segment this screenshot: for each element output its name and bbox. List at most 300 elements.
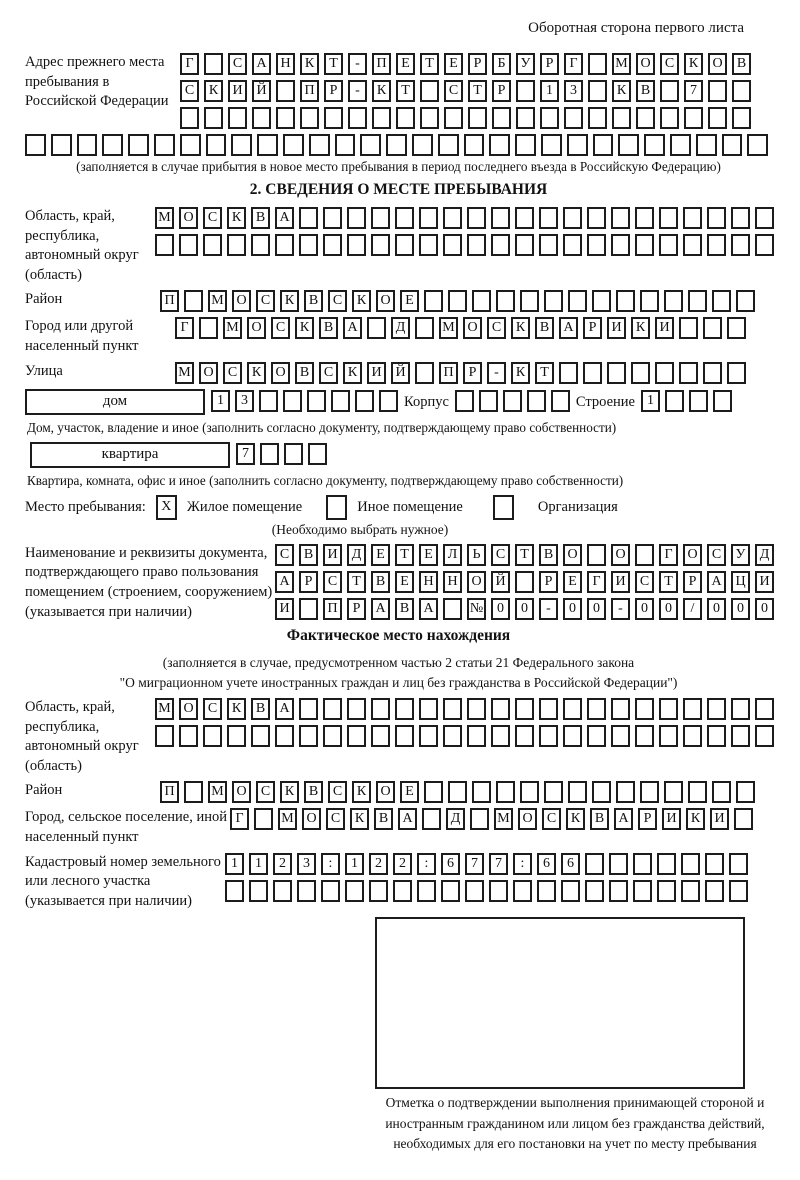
char-cell: [633, 853, 652, 875]
char-cell: [670, 134, 691, 156]
char-cell: [736, 781, 755, 803]
char-cell: В: [299, 544, 318, 566]
char-cell: М: [612, 53, 631, 75]
char-cell: [443, 598, 462, 620]
char-cell: [731, 207, 750, 229]
char-cell: И: [323, 544, 342, 566]
char-cell: С: [635, 571, 654, 593]
char-cell: О: [467, 571, 486, 593]
char-cell: 1: [641, 390, 660, 412]
char-cell: С: [228, 53, 247, 75]
char-cell: [184, 290, 203, 312]
char-cell: Е: [395, 571, 414, 593]
char-cell: [395, 725, 414, 747]
char-cell: [729, 853, 748, 875]
char-cell: С: [271, 317, 290, 339]
apartment-caption: Квартира, комната, офис и иное (заполнить согласно документу, подтверждающему право собственности): [27, 472, 624, 488]
checkbox-residential: X: [156, 495, 177, 520]
char-cell: [585, 880, 604, 902]
char-cell: [736, 290, 755, 312]
char-cell: [712, 781, 731, 803]
char-cell: [371, 698, 390, 720]
region-rows: [155, 207, 774, 256]
char-cell: -: [611, 598, 630, 620]
char-cell: Г: [659, 544, 678, 566]
region-block: [25, 207, 772, 285]
char-cell: С: [323, 571, 342, 593]
char-cell: С: [707, 544, 726, 566]
char-cell: [231, 134, 252, 156]
char-cell: 0: [731, 598, 750, 620]
char-cell: [732, 80, 751, 102]
char-cell: П: [372, 53, 391, 75]
char-cell: С: [328, 290, 347, 312]
char-cell: [77, 134, 98, 156]
char-cell: О: [518, 808, 537, 830]
char-cell: Г: [564, 53, 583, 75]
char-cell: К: [350, 808, 369, 830]
char-cell: [260, 443, 279, 465]
char-cell: [415, 362, 434, 384]
char-cell: [635, 544, 654, 566]
char-cell: [755, 234, 774, 256]
char-cell: [707, 234, 726, 256]
char-cell: В: [539, 544, 558, 566]
prev-address-label: Адрес прежнего места пребывания в Российской Федерации: [25, 54, 169, 110]
char-cell: [515, 234, 534, 256]
char-cell: [489, 134, 510, 156]
char-cell: [588, 107, 607, 129]
char-cell: [539, 207, 558, 229]
char-cell: [371, 234, 390, 256]
cell-row: [155, 698, 774, 720]
checkbox-other-premise: [326, 495, 347, 520]
char-cell: [722, 134, 743, 156]
char-cell: [321, 880, 340, 902]
char-cell: [611, 725, 630, 747]
house-caption: Дом, участок, владение и иное (заполнить согласно документу, подтверждающему право собственности): [27, 419, 617, 435]
char-cell: С: [491, 544, 510, 566]
char-cell: Е: [419, 544, 438, 566]
char-cell: С: [275, 544, 294, 566]
char-cell: [683, 207, 702, 229]
char-cell: П: [160, 290, 179, 312]
char-cell: Р: [468, 53, 487, 75]
char-cell: 1: [345, 853, 364, 875]
char-cell: [734, 808, 753, 830]
char-cell: Р: [683, 571, 702, 593]
char-cell: С: [180, 80, 199, 102]
char-cell: [386, 134, 407, 156]
char-cell: Т: [324, 53, 343, 75]
char-cell: [489, 880, 508, 902]
char-cell: [199, 317, 218, 339]
char-cell: Т: [535, 362, 554, 384]
cell-row: [230, 808, 753, 830]
char-cell: [441, 880, 460, 902]
char-cell: Г: [175, 317, 194, 339]
char-cell: [681, 853, 700, 875]
char-cell: [299, 598, 318, 620]
stay-type-label: Место пребывания:: [25, 498, 146, 515]
char-cell: Р: [299, 571, 318, 593]
char-cell: [683, 725, 702, 747]
char-cell: [559, 362, 578, 384]
char-cell: [537, 880, 556, 902]
char-cell: [516, 80, 535, 102]
char-cell: П: [323, 598, 342, 620]
char-cell: [607, 362, 626, 384]
char-cell: [659, 725, 678, 747]
char-cell: Е: [396, 53, 415, 75]
char-cell: [583, 362, 602, 384]
char-cell: [563, 234, 582, 256]
char-cell: К: [280, 781, 299, 803]
char-cell: [273, 880, 292, 902]
char-cell: [564, 107, 583, 129]
char-cell: К: [511, 317, 530, 339]
apartment-box: квартира: [30, 442, 230, 468]
char-cell: [635, 234, 654, 256]
char-cell: [705, 880, 724, 902]
char-cell: [491, 698, 510, 720]
char-cell: [417, 880, 436, 902]
char-cell: [713, 390, 732, 412]
caption-line2: "О миграционном учете иностранных граждан и лиц без гражданства в Российской Федерации"): [119, 674, 678, 690]
char-cell: К: [204, 80, 223, 102]
char-cell: О: [708, 53, 727, 75]
char-cell: [539, 698, 558, 720]
char-cell: [331, 390, 350, 412]
char-cell: [309, 134, 330, 156]
char-cell: [665, 390, 684, 412]
cell-row: [275, 544, 774, 566]
char-cell: [369, 880, 388, 902]
char-cell: Т: [347, 571, 366, 593]
char-cell: [345, 880, 364, 902]
char-cell: Й: [491, 571, 510, 593]
char-cell: [371, 725, 390, 747]
char-cell: [587, 544, 606, 566]
char-cell: М: [208, 781, 227, 803]
char-cell: В: [319, 317, 338, 339]
char-cell: [659, 234, 678, 256]
char-cell: [180, 134, 201, 156]
char-cell: [541, 134, 562, 156]
stay-type-row: [25, 495, 772, 520]
char-cell: [324, 107, 343, 129]
char-cell: В: [304, 781, 323, 803]
char-cell: И: [662, 808, 681, 830]
char-cell: [276, 80, 295, 102]
char-cell: 7: [236, 443, 255, 465]
char-cell: :: [513, 853, 532, 875]
city-block: [25, 317, 772, 356]
char-cell: [203, 725, 222, 747]
char-cell: К: [631, 317, 650, 339]
char-cell: [731, 698, 750, 720]
district2-label: Район: [25, 782, 63, 799]
char-cell: [491, 234, 510, 256]
cell-row: [180, 53, 751, 75]
cell-row: [155, 207, 774, 229]
stay-type-hint: (Необходимо выбрать нужное): [271, 521, 449, 537]
char-cell: А: [398, 808, 417, 830]
char-cell: О: [232, 290, 251, 312]
char-cell: [729, 880, 748, 902]
region2-block: [25, 698, 772, 776]
char-cell: О: [611, 544, 630, 566]
char-cell: [203, 234, 222, 256]
char-cell: К: [295, 317, 314, 339]
char-cell: [618, 134, 639, 156]
char-cell: [283, 134, 304, 156]
cell-row: [211, 390, 398, 412]
char-cell: У: [516, 53, 535, 75]
char-cell: О: [302, 808, 321, 830]
char-cell: [616, 290, 635, 312]
char-cell: 0: [635, 598, 654, 620]
char-cell: Н: [276, 53, 295, 75]
char-cell: [455, 390, 474, 412]
char-cell: Н: [419, 571, 438, 593]
char-cell: Е: [400, 781, 419, 803]
char-cell: А: [275, 571, 294, 593]
char-cell: [540, 107, 559, 129]
char-cell: [395, 234, 414, 256]
char-cell: [179, 234, 198, 256]
char-cell: [276, 107, 295, 129]
char-cell: [464, 134, 485, 156]
char-cell: [347, 698, 366, 720]
char-cell: В: [535, 317, 554, 339]
street-label: Улица: [25, 362, 63, 379]
char-cell: [593, 134, 614, 156]
char-cell: Т: [395, 544, 414, 566]
char-cell: [563, 725, 582, 747]
char-cell: [422, 808, 441, 830]
char-cell: Р: [539, 571, 558, 593]
prev-address-fullwidth-row: [25, 134, 772, 156]
char-cell: [420, 80, 439, 102]
char-cell: 3: [564, 80, 583, 102]
char-cell: 1: [540, 80, 559, 102]
char-cell: 6: [537, 853, 556, 875]
prev-address-rows: [180, 53, 751, 129]
char-cell: [443, 698, 462, 720]
char-cell: Е: [371, 544, 390, 566]
cell-row: [236, 443, 327, 465]
char-cell: [635, 725, 654, 747]
char-cell: 0: [707, 598, 726, 620]
char-cell: [585, 853, 604, 875]
structure-label: Строение: [575, 393, 635, 410]
char-cell: В: [371, 571, 390, 593]
char-cell: [348, 107, 367, 129]
char-cell: [472, 290, 491, 312]
char-cell: [419, 698, 438, 720]
caption-line1: (заполняется в случае, предусмотренном частью 2 статьи 21 Федерального закона: [162, 655, 635, 671]
char-cell: К: [684, 53, 703, 75]
char-cell: У: [731, 544, 750, 566]
cell-row: [641, 390, 732, 412]
actual-location-caption: [25, 653, 772, 692]
char-cell: М: [439, 317, 458, 339]
char-cell: М: [155, 207, 174, 229]
char-cell: [515, 698, 534, 720]
char-cell: Е: [444, 53, 463, 75]
char-cell: [307, 390, 326, 412]
checkbox-organization: [493, 495, 514, 520]
char-cell: [155, 234, 174, 256]
char-cell: [727, 317, 746, 339]
char-cell: [707, 698, 726, 720]
prev-address-block: [25, 53, 772, 129]
char-cell: Б: [492, 53, 511, 75]
char-cell: К: [352, 290, 371, 312]
char-cell: [689, 390, 708, 412]
char-cell: [415, 317, 434, 339]
char-cell: [225, 880, 244, 902]
char-cell: [703, 317, 722, 339]
char-cell: [683, 234, 702, 256]
char-cell: №: [467, 598, 486, 620]
char-cell: [438, 134, 459, 156]
char-cell: К: [280, 290, 299, 312]
char-cell: [297, 880, 316, 902]
char-cell: К: [227, 698, 246, 720]
char-cell: [479, 390, 498, 412]
char-cell: В: [374, 808, 393, 830]
char-cell: [636, 107, 655, 129]
char-cell: [640, 290, 659, 312]
char-cell: В: [732, 53, 751, 75]
char-cell: О: [271, 362, 290, 384]
char-cell: [491, 725, 510, 747]
char-cell: [252, 107, 271, 129]
char-cell: [419, 207, 438, 229]
char-cell: [448, 781, 467, 803]
char-cell: О: [376, 290, 395, 312]
char-cell: 0: [659, 598, 678, 620]
document-block: [25, 544, 772, 622]
char-cell: О: [376, 781, 395, 803]
char-cell: Р: [540, 53, 559, 75]
char-cell: [206, 134, 227, 156]
char-cell: [611, 698, 630, 720]
char-cell: С: [256, 781, 275, 803]
cell-row: [155, 725, 774, 747]
char-cell: [300, 107, 319, 129]
char-cell: Д: [391, 317, 410, 339]
option-residential-label: Жилое помещение: [186, 498, 303, 515]
char-cell: К: [686, 808, 705, 830]
char-cell: С: [203, 698, 222, 720]
char-cell: [631, 362, 650, 384]
char-cell: [424, 290, 443, 312]
char-cell: С: [487, 317, 506, 339]
house-row: [25, 389, 772, 415]
char-cell: [180, 107, 199, 129]
char-cell: О: [636, 53, 655, 75]
cell-row: [225, 880, 748, 902]
char-cell: А: [707, 571, 726, 593]
char-cell: Ь: [467, 544, 486, 566]
char-cell: [492, 107, 511, 129]
char-cell: [396, 107, 415, 129]
char-cell: [347, 234, 366, 256]
char-cell: [275, 234, 294, 256]
char-cell: 3: [235, 390, 254, 412]
char-cell: М: [278, 808, 297, 830]
char-cell: [360, 134, 381, 156]
char-cell: [420, 107, 439, 129]
char-cell: [688, 781, 707, 803]
char-cell: О: [563, 544, 582, 566]
char-cell: [184, 781, 203, 803]
char-cell: [587, 234, 606, 256]
char-cell: [659, 698, 678, 720]
char-cell: [544, 781, 563, 803]
char-cell: И: [710, 808, 729, 830]
char-cell: [179, 725, 198, 747]
char-cell: [587, 698, 606, 720]
char-cell: [513, 880, 532, 902]
char-cell: Т: [515, 544, 534, 566]
char-cell: Й: [391, 362, 410, 384]
char-cell: [611, 234, 630, 256]
char-cell: [467, 234, 486, 256]
char-cell: [515, 571, 534, 593]
char-cell: К: [511, 362, 530, 384]
char-cell: [707, 207, 726, 229]
char-cell: [633, 880, 652, 902]
char-cell: [703, 362, 722, 384]
char-cell: [705, 853, 724, 875]
char-cell: А: [275, 207, 294, 229]
char-cell: -: [487, 362, 506, 384]
prev-address-caption: (заполняется в случае прибытия в новое место пребывания в период последнего въезда в Российскую Федерацию): [76, 159, 721, 174]
char-cell: [561, 880, 580, 902]
char-cell: [228, 107, 247, 129]
char-cell: [611, 207, 630, 229]
char-cell: [679, 362, 698, 384]
char-cell: М: [175, 362, 194, 384]
char-cell: 0: [755, 598, 774, 620]
char-cell: [412, 134, 433, 156]
char-cell: [347, 207, 366, 229]
char-cell: [515, 134, 536, 156]
char-cell: [551, 390, 570, 412]
char-cell: О: [247, 317, 266, 339]
char-cell: И: [275, 598, 294, 620]
char-cell: 1: [225, 853, 244, 875]
char-cell: [419, 725, 438, 747]
char-cell: [496, 781, 515, 803]
city-label: Город или другой населенный пункт: [25, 318, 139, 354]
char-cell: [640, 781, 659, 803]
char-cell: [283, 390, 302, 412]
confirmation-mark-box: [375, 917, 745, 1089]
char-cell: В: [295, 362, 314, 384]
char-cell: [707, 725, 726, 747]
char-cell: К: [612, 80, 631, 102]
region2-rows: [155, 698, 774, 747]
char-cell: И: [367, 362, 386, 384]
char-cell: [355, 390, 374, 412]
char-cell: [520, 290, 539, 312]
char-cell: С: [328, 781, 347, 803]
